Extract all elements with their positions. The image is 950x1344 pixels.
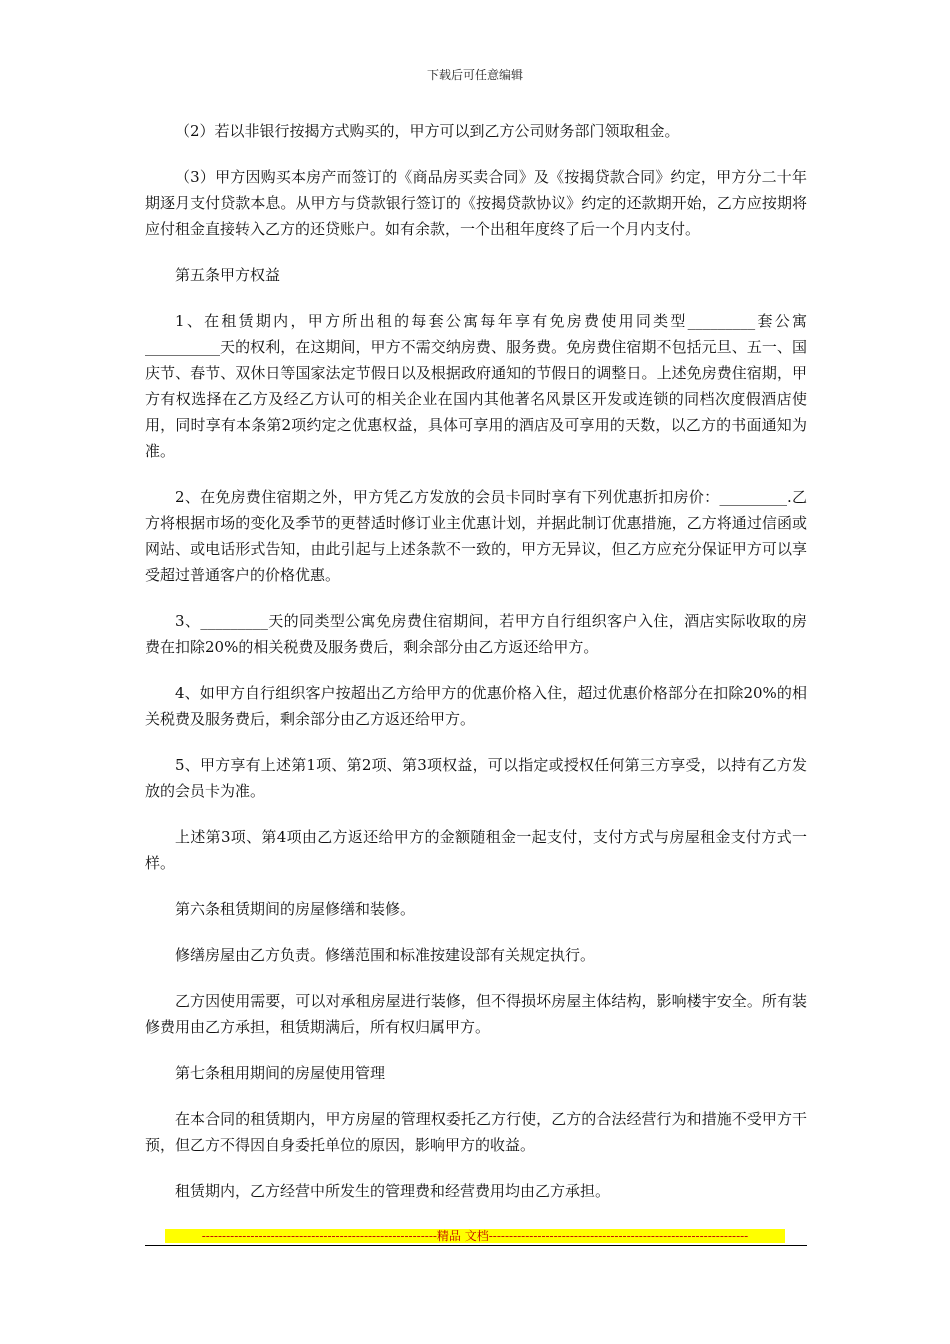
paragraph-6: 4、如甲方自行组织客户按超出乙方给甲方的优惠价格入住，超过优惠价格部分在扣除20%的相关税费及服务费后，剩余部分由乙方返还给甲方。 [145,684,807,728]
paragraph-7: 5、甲方享有上述第1项、第2项、第3项权益，可以指定或授权任何第三方享受，以持有乙方发放的会员卡为准。 [145,756,807,800]
paragraph-3: 1、在租赁期内，甲方所出租的每套公寓每年享有免房费使用同类型_________套公寓__________天的权利，在这期间，甲方不需交纳房费、服务费。免房费住宿期不包括元旦、五一、国庆节、春节、双休日等国家法定节假日以及根据政府通知的节假日的调整日。上述免房费住宿期，甲方有权选择在乙方及经乙方认可的相关企业在国内其他著名风景区开发或连锁的同档次度假酒店使用，同时享有本条第2项约定之优惠权益，具体可享用的酒店及可享用的天数，以乙方的书面通知为准。 [145,312,807,460]
paragraph-11: 在本合同的租赁期内，甲方房屋的管理权委托乙方行使，乙方的合法经营行为和措施不受甲方干预，但乙方不得因自身委托单位的原因，影响甲方的收益。 [145,1110,807,1154]
section-heading-6: 第六条租赁期间的房屋修缮和装修。 [175,900,416,918]
footer-watermark: ----------------------------------------------------------精品 文档---------------------------------------------------------------- [165,1229,785,1243]
paragraph-12: 租赁期内，乙方经营中所发生的管理费和经营费用均由乙方承担。 [175,1182,611,1200]
paragraph-4: 2、在免房费住宿期之外，甲方凭乙方发放的会员卡同时享有下列优惠折扣房价：_________.乙方将根据市场的变化及季节的更替适时修订业主优惠计划，并据此制订优惠措施，乙方将通过信函或网站、或电话形式告知，由此引起与上述条款不一致的，甲方无异议，但乙方应充分保证甲方可以享受超过普通客户的价格优惠。 [145,488,807,584]
footer-divider [145,1245,807,1246]
document-body [145,118,807,1224]
paragraph-5: 3、_________天的同类型公寓免房费住宿期间，若甲方自行组织客户入住，酒店实际收取的房费在扣除20%的相关税费及服务费后，剩余部分由乙方返还给甲方。 [145,612,807,656]
paragraph-2: （3）甲方因购买本房产而签订的《商品房买卖合同》及《按揭贷款合同》约定，甲方分二十年期逐月支付贷款本息。从甲方与贷款银行签订的《按揭贷款协议》约定的还款期开始，乙方应按期将应付租金直接转入乙方的还贷账户。如有余款，一个出租年度终了后一个月内支付。 [145,168,807,238]
paragraph-10: 乙方因使用需要，可以对承租房屋进行装修，但不得损坏房屋主体结构，影响楼宇安全。所有装修费用由乙方承担，租赁期满后，所有权归属甲方。 [145,992,807,1036]
section-heading-7: 第七条租用期间的房屋使用管理 [175,1064,386,1082]
paragraph-9: 修缮房屋由乙方负责。修缮范围和标准按建设部有关规定执行。 [175,946,596,964]
paragraph-1: （2）若以非银行按揭方式购买的，甲方可以到乙方公司财务部门领取租金。 [175,122,680,140]
page-header: 下载后可任意编辑 [426,68,523,82]
paragraph-8: 上述第3项、第4项由乙方返还给甲方的金额随租金一起支付，支付方式与房屋租金支付方式一样。 [145,828,807,872]
section-heading-5: 第五条甲方权益 [175,266,281,284]
